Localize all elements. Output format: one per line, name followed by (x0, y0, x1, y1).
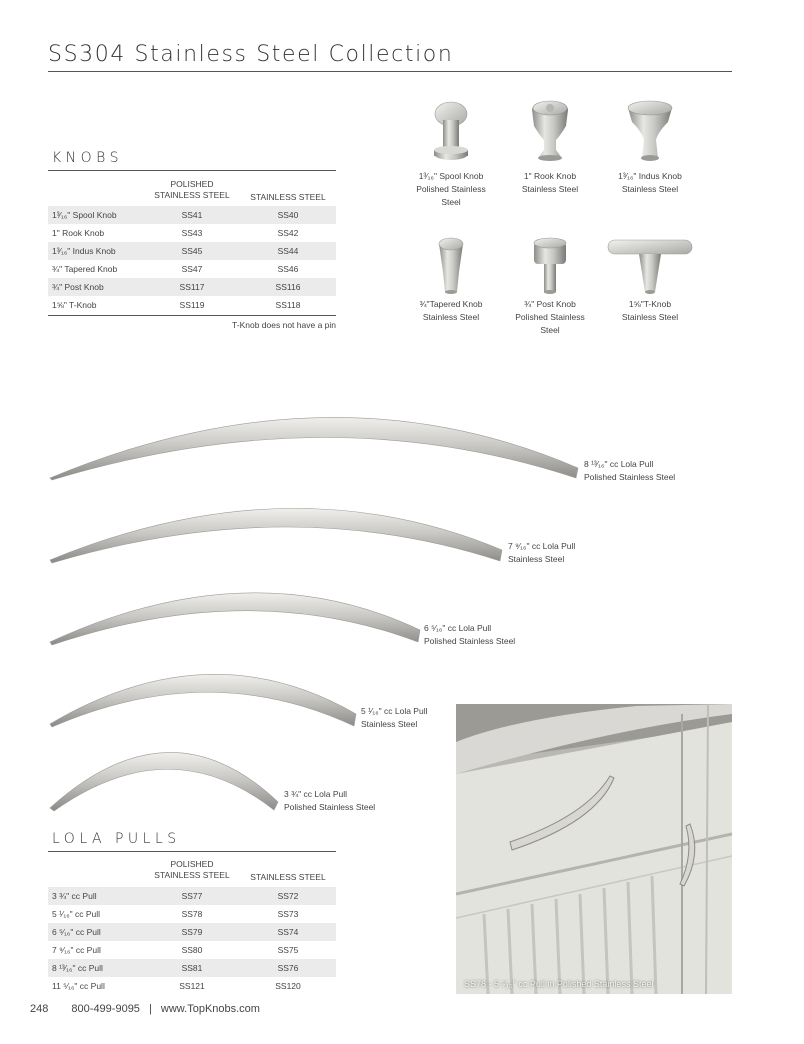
knob-caption: 1³⁄₁₆" Spool Knob Polished Stainless Steel (416, 171, 486, 207)
lola-pull-7-9-16-icon (50, 508, 502, 563)
table-row (48, 905, 336, 923)
pulls-col-polished: POLISHED STAINLESS STEEL (154, 859, 230, 880)
pull-name: 5 ¹⁄₁₆" cc Pull (52, 909, 101, 919)
pull-polished-sku: SS80 (181, 945, 203, 955)
knobs-table-note: T-Knob does not have a pin (232, 320, 336, 330)
knob-stainless-sku: SS118 (275, 300, 301, 310)
knob-name: 1" Rook Knob (52, 228, 105, 238)
knob-name: 1⅝" T-Knob (52, 300, 97, 310)
knobs-section-title: KNOBS (52, 150, 123, 166)
knob-stainless-sku: SS116 (275, 282, 301, 292)
knob-stainless-sku: SS42 (277, 228, 299, 238)
pull-caption: 5 ¹⁄₁₆" cc Lola Pull Stainless Steel (361, 706, 428, 729)
table-row (48, 941, 336, 959)
knob-polished-sku: SS119 (179, 300, 205, 310)
knob-caption: 1⅝"T-Knob Stainless Steel (621, 299, 679, 322)
table-row (48, 959, 336, 977)
pull-caption: 6 ⁵⁄₁₆" cc Lola Pull Polished Stainless Steel (424, 623, 516, 646)
knob-stainless-sku: SS44 (277, 246, 299, 256)
knobs-col-stainless: STAINLESS STEEL (250, 192, 326, 202)
pull-stainless-sku: SS120 (275, 981, 301, 991)
knob-stainless-sku: SS46 (277, 264, 299, 274)
pull-name: 7 ⁹⁄₁₆" cc Pull (52, 945, 101, 955)
knob-caption: ¾"Tapered Knob Stainless Steel (419, 299, 483, 322)
pull-stainless-sku: SS73 (277, 909, 299, 919)
table-row (48, 977, 336, 995)
knob-polished-sku: SS47 (181, 264, 203, 274)
knob-polished-sku: SS117 (179, 282, 205, 292)
table-row (48, 887, 336, 905)
pulls-col-stainless: STAINLESS STEEL (250, 872, 326, 882)
table-row (48, 923, 336, 941)
lola-pull-6-5-16-icon (50, 593, 420, 645)
pull-polished-sku: SS77 (181, 891, 203, 901)
pull-name: 8 ¹³⁄₁₆" cc Pull (52, 963, 103, 973)
lola-pull-8-13-16-icon (50, 417, 578, 480)
pull-name: 6 ⁵⁄₁₆" cc Pull (52, 927, 101, 937)
pull-name: 3 ¾" cc Pull (52, 891, 97, 901)
pull-stainless-sku: SS72 (277, 891, 299, 901)
knobs-col-polished: POLISHED STAINLESS STEEL (154, 179, 230, 200)
pull-polished-sku: SS79 (181, 927, 203, 937)
knob-name: 1³⁄₁₆" Indus Knob (52, 246, 116, 256)
pull-caption: 7 ⁹⁄₁₆" cc Lola Pull Stainless Steel (508, 541, 576, 564)
knob-polished-sku: SS41 (181, 210, 203, 220)
lola-pull-5-1-16-icon (50, 674, 356, 727)
knob-caption: ¾" Post Knob Polished Stainless Steel (515, 299, 585, 335)
cabinet-photo-illustration (456, 704, 732, 994)
pull-caption: 3 ¾" cc Lola Pull Polished Stainless Steel (284, 789, 376, 812)
photo-caption: SS78 - 5 ¹⁄₁₆" cc Pull in Polished Stainless Steel (464, 979, 654, 989)
pull-polished-sku: SS81 (181, 963, 203, 973)
page-title: SS304 Stainless Steel Collection (48, 42, 454, 67)
knob-caption: 1³⁄₁₆" Indus Knob Stainless Steel (618, 171, 682, 194)
knob-polished-sku: SS45 (181, 246, 203, 256)
pull-stainless-sku: SS76 (277, 963, 299, 973)
page-number: 248 (30, 1003, 49, 1015)
page-footer (30, 1003, 266, 1015)
footer-website[interactable]: www.TopKnobs.com (160, 1003, 260, 1015)
cabinet-photo (456, 704, 732, 994)
pull-caption: 8 ¹³⁄₁₆" cc Lola Pull Polished Stainless Steel (584, 459, 676, 482)
footer-phone: 800-499-9095 (71, 1003, 140, 1015)
knob-polished-sku: SS43 (181, 228, 203, 238)
knob-stainless-sku: SS40 (277, 210, 299, 220)
pull-name: 11 ⁵⁄₁₆" cc Pull (52, 981, 105, 991)
knob-name: ¾" Post Knob (52, 282, 104, 292)
knob-caption: 1" Rook Knob Stainless Steel (521, 171, 579, 194)
pull-polished-sku: SS121 (179, 981, 205, 991)
knob-name: ¾" Tapered Knob (52, 264, 118, 274)
pull-stainless-sku: SS75 (277, 945, 299, 955)
footer-separator: | (149, 1003, 152, 1015)
knob-name: 1³⁄₁₆" Spool Knob (52, 210, 117, 220)
lola-pulls-section-divider (48, 851, 336, 852)
lola-pull-3-3-4-icon (50, 752, 278, 811)
pull-polished-sku: SS78 (181, 909, 203, 919)
lola-pulls-section-title: LOLA PULLS (52, 831, 181, 847)
pull-stainless-sku: SS74 (277, 927, 299, 937)
